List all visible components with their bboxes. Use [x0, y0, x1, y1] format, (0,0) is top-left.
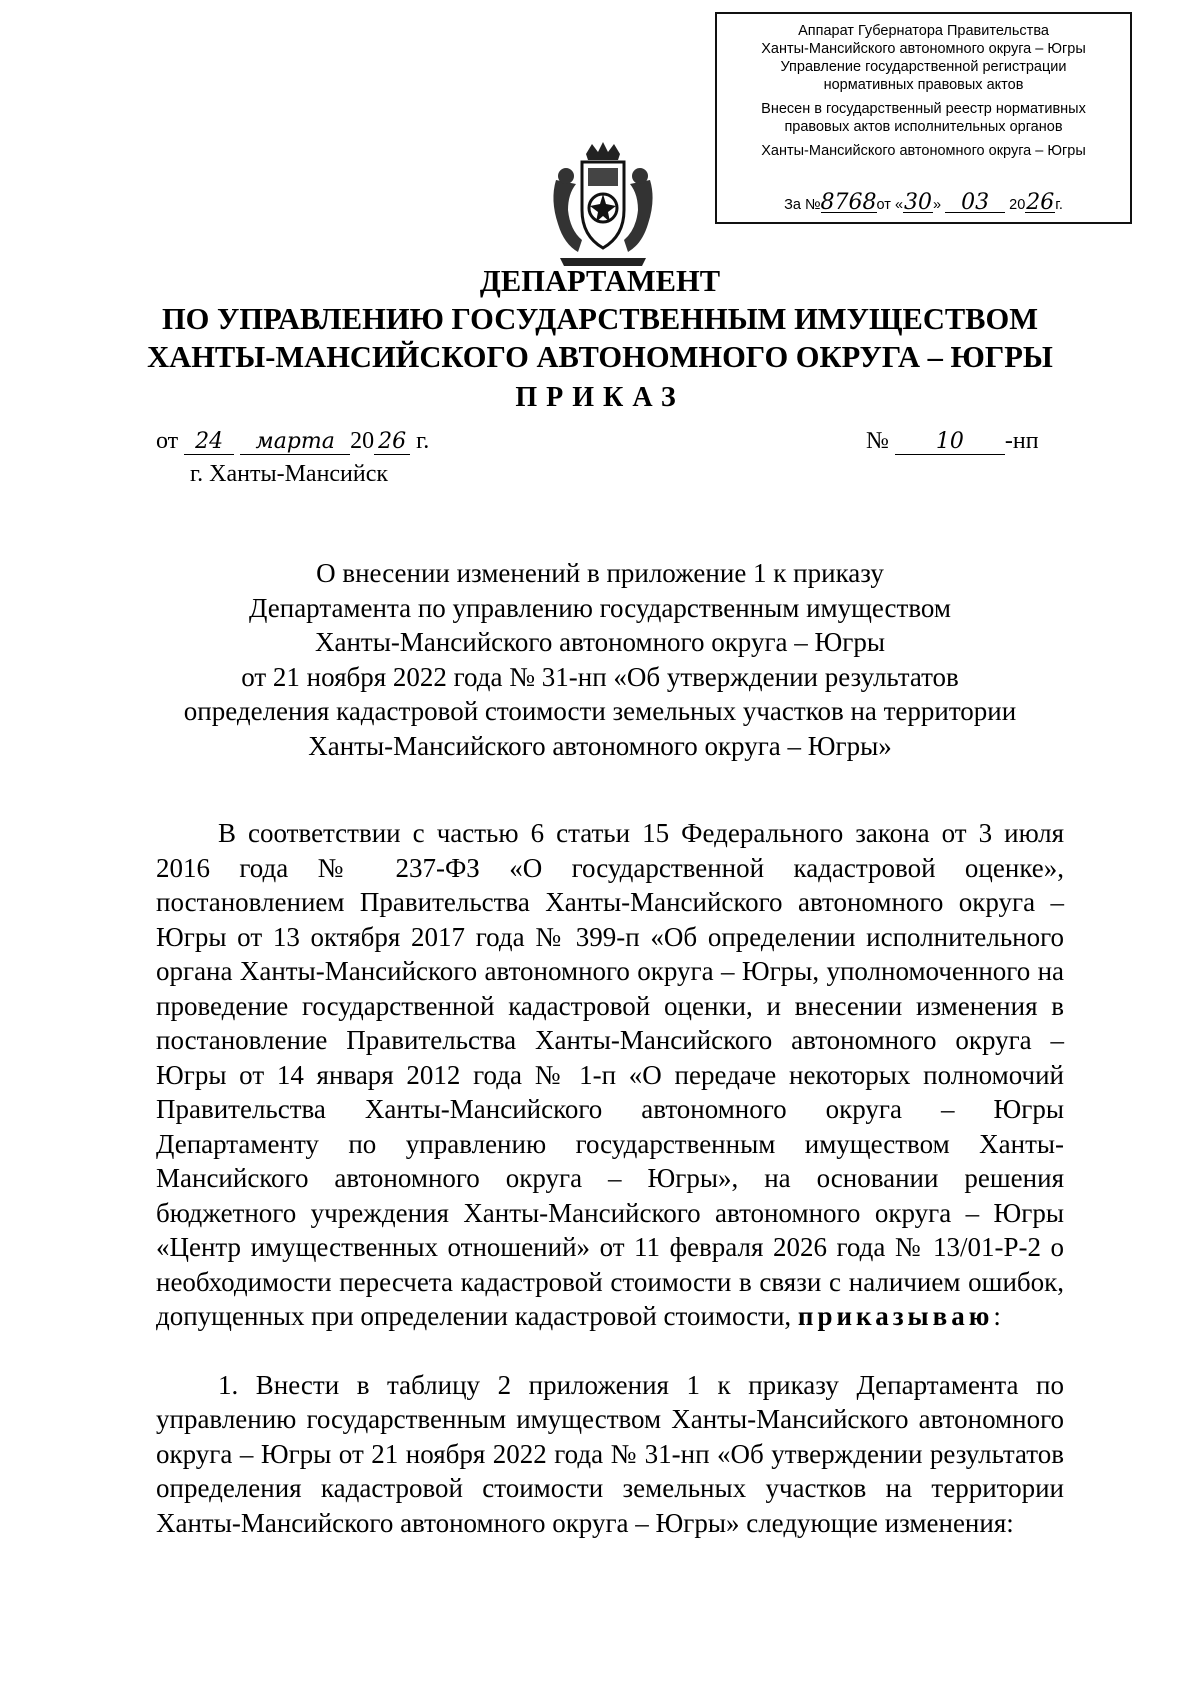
stamp-reg-quote: » [933, 197, 942, 213]
date-year-prefix: 20 [350, 428, 375, 454]
clause-1-paragraph: 1. Внести в таблицу 2 приложения 1 к приказу Департамента по управлению государственным имуществом Ханты-Мансийского автономного округа – Югры от 21 ноября 2022 года № 31-нп «Об утверждении результатов определения кадастровой стоимости земельных участков на территории Ханты-Мансийского автономного округа – Югры» следующие изменения: [156, 1369, 1064, 1538]
stamp-line: Ханты-Мансийского автономного округа – Югры [761, 41, 1086, 57]
stamp-reg-number: 8768 [820, 190, 877, 215]
number-value: 10 [895, 429, 1005, 455]
stamp-line: Ханты-Мансийского автономного округа – Югры [761, 143, 1086, 159]
stamp-region-block [717, 142, 1130, 160]
stamp-registration-line [717, 190, 1130, 215]
coat-of-arms-icon [548, 140, 658, 270]
date-year: 26 [374, 429, 410, 455]
stamp-line: правовых актов исполнительных органов [784, 119, 1063, 135]
stamp-line: Внесен в государственный реестр нормативных [761, 101, 1086, 117]
order-body [156, 816, 1064, 1540]
stamp-register-block [717, 100, 1130, 136]
order-number [866, 428, 1039, 455]
stamp-issuer-block [717, 22, 1130, 94]
stamp-reg-year: 26 [1026, 190, 1055, 215]
date-prefix: от [156, 428, 179, 454]
number-suffix: -нп [1004, 428, 1039, 454]
stamp-reg-from: от « [876, 197, 904, 213]
subject-line: Департамента по управлению государственным имуществом [249, 592, 951, 623]
registration-stamp [715, 12, 1132, 224]
preamble-text: В соответствии с частью 6 статьи 15 Федерального закона от 3 июля 2016 года № 237-ФЗ «О государственной кадастровой оценке», постановлением Правительства Ханты-Мансийского автономного округа – Югры от 13 октября 2017 года № 399-п «Об определении исполнительного органа Ханты-Мансийского автономного округа – Югры, уполномоченного на проведение государственной кадастровой оценки, и внесении изменения в постановление Правительства Ханты-Мансийского автономного округа – Югры от 14 января 2012 года № 1-п «О передаче некоторых полномочий Правительства Ханты-Мансийского автономного округа – Югры Департаменту по управлению государственным имуществом Ханты-Мансийского автономного округа – Югры», на основании решения бюджетного учреждения Ханты-Мансийского автономного округа – Югры «Центр имущественных отношений» от 11 февраля 2026 года № 13/01-Р-2 о необходимости пересчета кадастровой стоимости в связи с наличием ошибок, допущенных при определении кадастровой стоимости, [156, 818, 1064, 1331]
subject-line: от 21 ноября 2022 года № 31-нп «Об утверждении результатов [241, 661, 959, 692]
stamp-line: Аппарат Губернатора Правительства [798, 23, 1049, 39]
stamp-line: нормативных правовых актов [823, 77, 1024, 93]
stamp-reg-month: 03 [945, 194, 1005, 213]
subject-line: Ханты-Мансийского автономного округа – Югры [315, 627, 885, 657]
dept-line: ХАНТЫ-МАНСИЙСКОГО АВТОНОМНОГО ОКРУГА – ЮГРЫ [147, 340, 1053, 374]
subject-line: Ханты-Мансийского автономного округа – Югры» [308, 730, 892, 761]
subject-line: определения кадастровой стоимости земельных участков на территории [183, 696, 1017, 726]
department-heading [0, 262, 1200, 376]
dept-line: ПО УПРАВЛЕНИЮ ГОСУДАРСТВЕННЫМ ИМУЩЕСТВОМ [161, 302, 1039, 336]
stamp-line: Управление государственной регистрации [780, 59, 1067, 75]
subject-line: О внесении изменений в приложение 1 к приказу [316, 558, 884, 588]
stamp-reg-prefix: За № [784, 197, 821, 213]
order-date [156, 428, 429, 455]
number-prefix: № [866, 428, 889, 454]
date-month: марта [240, 429, 350, 455]
stamp-reg-day: 30 [904, 190, 933, 215]
action-word: приказываю [797, 1301, 994, 1331]
stamp-reg-year-suffix: г. [1055, 197, 1063, 213]
order-title: ПРИКАЗ [515, 382, 685, 413]
order-subject [120, 556, 1080, 763]
order-city: г. Ханты-Мансийск [190, 461, 389, 487]
date-day: 24 [184, 429, 234, 455]
dept-line: ДЕПАРТАМЕНТ [479, 264, 721, 298]
preamble-paragraph [156, 816, 1064, 1334]
stamp-reg-year-prefix: 20 [1009, 197, 1026, 213]
date-suffix: г. [416, 428, 430, 454]
preamble-end: : [993, 1301, 1001, 1331]
